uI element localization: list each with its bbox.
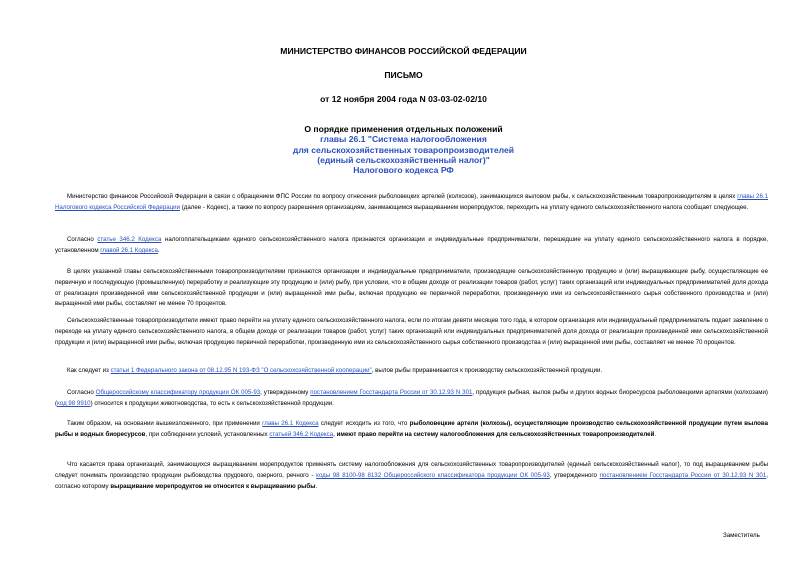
document-type: ПИСЬМО: [384, 70, 423, 80]
document-date-number: от 12 ноября 2004 года N 03-03-02-02/10: [320, 94, 487, 104]
text: , утвержденному: [260, 389, 311, 396]
bold-text: имеют право перейти на систему налогообложения для сельскохозяйственных товаропроизводителей: [336, 430, 655, 438]
text: , вылов рыбы приравнивается к производству сельскохозяйственной продукции.: [371, 367, 603, 374]
text: ) относится к продукции животноводства, то есть к сельскохозяйственной продукции.: [90, 399, 334, 407]
paragraph-conclusion: [55, 419, 768, 441]
text: ,: [333, 430, 337, 438]
link-chapter-26-1[interactable]: главой 26.1 Кодекса: [100, 246, 158, 254]
text: налогоплательщиками единого сельскохозяйственного налога признаются организации и индивидуальные предприниматели, перешедшие на уплату единого сельскохозяйственного налога в порядке, установленном: [55, 236, 768, 254]
link-gosstandart-resolution[interactable]: постановлением Госстандарта России от 30.12.93 N 301: [310, 389, 473, 396]
text: , продукция рыбная, вылов рыбы и других водных биоресурсов рыболовецкими артелями (колхозами) (: [55, 389, 768, 407]
text: .: [315, 482, 318, 490]
link-code-98-9910[interactable]: код 98 9910: [57, 399, 91, 407]
text: Что касается права организаций, занимающихся выращиванием морепродуктов применять систему налогообложения для сельскохозяйственных товаропроизводителей (единый сельскохозяйственный налог), то под выращиванием рыбы следует понимать производство продукции рыбоводства прудового, озерного, речного -: [55, 461, 768, 479]
link-chapter-26-1[interactable]: главы 26.1 Кодекса: [262, 420, 319, 427]
subject-link-line[interactable]: (единый сельскохозяйственный налог)": [317, 154, 490, 165]
ministry-title: МИНИСТЕРСТВО ФИНАНСОВ РОССИЙСКОЙ ФЕДЕРАЦИИ: [280, 46, 527, 56]
text: Согласно: [67, 389, 96, 396]
paragraph-federal-law: [55, 366, 768, 377]
text: (далее - Кодекс), а также по вопросу разрешения организациям, занимающимся выращиванием морепродуктов, переходить на уплату единого сельскохозяйственного налога сообщает следующее.: [180, 203, 749, 211]
document-subject: [0, 124, 807, 175]
text: Согласно: [67, 236, 98, 243]
text: Как следует из: [67, 367, 111, 374]
bold-text: рыболовецкие артели (колхозы), осуществляющие производство сельскохозяйственной продукции путем вылова рыбы и водных биоресурсов: [55, 420, 769, 438]
link-federal-law-193[interactable]: статьи 1 Федерального закона от 08.12.95 N 193-ФЗ "О сельскохозяйственной кооперации": [110, 367, 372, 374]
text: Таким образом, на основании вышеизложенного, при применении: [67, 420, 263, 427]
text: , согласно которому: [55, 471, 768, 490]
link-classifier-ok-005-93[interactable]: Общероссийскому классификатору продукции ОК 005-93: [95, 389, 261, 396]
subject-link-line[interactable]: для сельскохозяйственных товаропроизводителей: [292, 144, 515, 155]
paragraph-taxpayers: [55, 235, 768, 257]
signature-title: Заместитель: [723, 532, 760, 539]
paragraph-transition: [55, 316, 768, 348]
subject-line: О порядке применения отдельных положений: [304, 124, 503, 134]
text: Министерство финансов Российской Федерации в связи с обращением ФПС России по вопросу отнесения рыболовецких артелей (колхозов), занимающихся выловом рыбы, к сельскохозяйственным товаропроизводителям в целях: [67, 193, 738, 200]
link-article-346-2[interactable]: статьей 346.2 Кодекса: [269, 430, 334, 438]
paragraph-producers: [55, 267, 768, 310]
bold-text: выращивание морепродуктов не относится к выращиванию рыбы: [110, 482, 316, 490]
link-gosstandart-resolution[interactable]: постановлением Госстандарта России от 30.12.93 N 301: [599, 471, 767, 479]
text: В целях указанной главы сельскохозяйственными товаропроизводителями признаются организации и индивидуальные предприниматели, производящие сельскохозяйственную продукцию и (или) выращивающие рыбу, осуществляющие ее первичную и последующую (промышленную) переработку и реализующие эту продукцию и (или) рыбу, при условии, что в общем доходе от реализации товаров (работ, услуг) таких организаций или индивидуальных предпринимателей доля дохода от реализации произведенной ими сельскохозяйственной продукции и (или) выращенной ими рыбы, включая продукцию ее первичной переработки, произведенную ими из сельскохозяйственного сырья собственного производства и (или) выращенной ими рыбы, составляет не менее 70 процентов.: [55, 268, 768, 308]
link-codes-98-8100-98-8132[interactable]: коды 98 8100-98 8132 Общероссийского классификатора продукции ОК 005-93: [316, 471, 550, 479]
paragraph-classifier: [55, 388, 768, 410]
text: .: [157, 246, 160, 254]
paragraph-seafood: [55, 460, 768, 492]
paragraph-intro: [55, 192, 768, 214]
link-chapter-26-1[interactable]: главы 26.1 Налогового кодекса Российской Федерации: [55, 193, 769, 211]
link-article-346-2[interactable]: статье 346.2 Кодекса: [97, 236, 162, 243]
text: Сельскохозяйственные товаропроизводители имеют право перейти на уплату единого сельскохозяйственного налога, если по итогам девяти месяцев того года, в котором организация или индивидуальный предприниматель подает заявление о переходе на уплату единого сельскохозяйственного налога, в общем доходе от реализации товаров (работ, услуг) таких организаций или индивидуальных предпринимателей доля дохода от реализации произведенной ими сельскохозяйственной продукции и (или) выращенной ими рыбы, включая продукцию первичной переработки, произведенную ими из сельскохозяйственного сырья собственного производства и (или) выращенной ими рыбы, составляет не менее 70 процентов.: [55, 317, 768, 346]
text: , утвержденного: [549, 471, 600, 479]
text: , при соблюдении условий, установленных: [145, 430, 270, 438]
text: .: [654, 430, 657, 438]
subject-link-line[interactable]: Налогового кодекса РФ: [353, 165, 454, 176]
subject-link-line[interactable]: главы 26.1 "Система налогообложения: [320, 134, 487, 145]
text: следует исходить из того, что: [318, 420, 410, 427]
